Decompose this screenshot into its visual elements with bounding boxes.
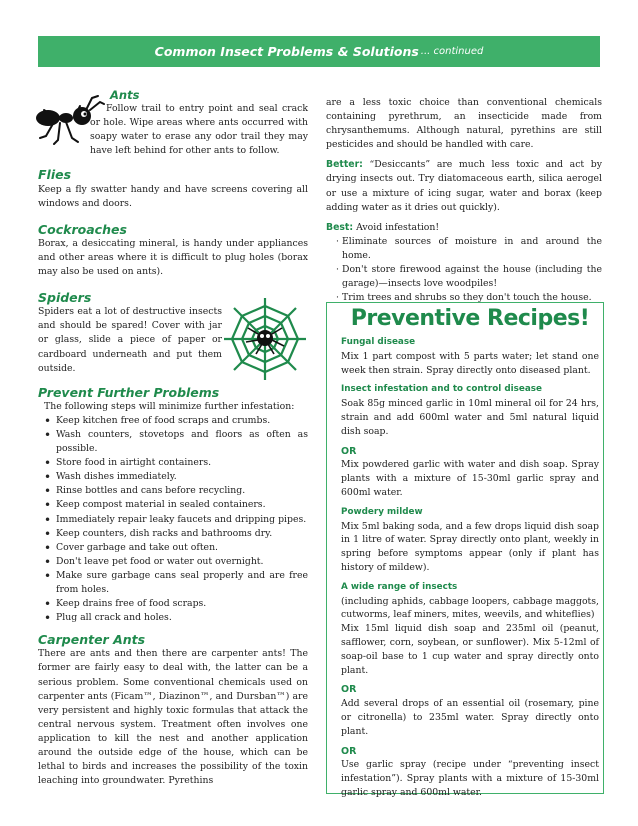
list-item: • Keep compost material in sealed containers. bbox=[38, 498, 308, 512]
prevent-heading: Prevent Further Problems bbox=[38, 384, 220, 400]
better-text: “Desiccants” are much less toxic and act by drying insects out. Try diatomaceous earth, silica aerogel or use a mixture of icing sugar, water and borax (keep adding water as it dries out quickly). bbox=[326, 159, 602, 213]
list-item: · Trim trees and shrubs so they don't touch the house. bbox=[326, 291, 602, 305]
list-item: • Make sure garbage cans seal properly and are free from holes. bbox=[38, 569, 308, 597]
recipes-title: Preventive Recipes! bbox=[350, 306, 590, 331]
list-item: · Don't store firewood against the house (including the garage)—insects love woodpiles! bbox=[326, 263, 602, 291]
list-item: • Rinse bottles and cans before recycling. bbox=[38, 484, 308, 498]
list-item: • Wash counters, stovetops and floors as often as possible. bbox=[38, 428, 308, 456]
wide-text: (including aphids, cabbage loopers, cabbage maggots, cutworms, leaf miners, mites, weevils, and whiteflies) bbox=[341, 595, 599, 621]
best-text: Avoid infestation! bbox=[356, 221, 440, 233]
better-label: Better: bbox=[326, 159, 363, 171]
mildew-label: Powdery mildew bbox=[341, 506, 423, 517]
recipes-body bbox=[341, 336, 599, 800]
insect-label: Insect infestation and to control disease bbox=[341, 384, 542, 395]
flies-heading: Flies bbox=[38, 167, 72, 183]
insect-text: Soak 85g minced garlic in 10ml mineral oil for 24 hrs, strain and add 600ml water and 5ml natural liquid dish soap. bbox=[341, 398, 599, 437]
prevent-intro: The following steps will minimize further infestation: bbox=[44, 400, 295, 412]
pyrethrins-text: are a less toxic choice than conventional chemicals containing pyrethrum, an insecticide made from chrysanthemums. Although natural, pyrethins are still pesticides and should be handled with care. bbox=[326, 97, 602, 151]
best-paragraph bbox=[326, 221, 602, 235]
best-list bbox=[326, 235, 602, 305]
list-item: • Keep drains free of food scraps. bbox=[38, 597, 308, 611]
or-label: OR bbox=[341, 445, 357, 457]
fungal-label: Fungal disease bbox=[341, 337, 416, 347]
garlic-text: Use garlic spray (recipe under “preventing insect infestation”). Spray plants with a mixture of 15-30ml garlic spray and 600ml water. bbox=[341, 759, 599, 798]
list-item: • Keep counters, dish racks and bathrooms dry. bbox=[38, 527, 308, 541]
fungal-text: Mix 1 part compost with 5 parts water; let stand one week then strain. Spray directly onto diseased plant. bbox=[341, 350, 599, 376]
wide-text-2: Mix 15ml liquid dish soap and 235ml oil (peanut, safflower, corn, soybean, or sunflower). Mix 5-12ml of soap-oil base to 1 cup water and spray directly onto plant. bbox=[341, 623, 599, 676]
spiders-text: Spiders eat a lot of destructive insects and should be spared! Cover with jar or glass, slide a piece of paper or cardboard underneath and put them outside. bbox=[38, 306, 222, 374]
list-item: • Plug all crack and holes. bbox=[38, 611, 308, 625]
cockroaches-text: Borax, a desiccating mineral, is handy under appliances and other areas where it is difficult to plug holes (borax may also be used on ants). bbox=[38, 237, 308, 278]
list-item: • Cover garbage and take out often. bbox=[38, 541, 308, 555]
left-column bbox=[38, 88, 308, 788]
ants-heading: Ants bbox=[110, 88, 140, 102]
page-banner bbox=[38, 36, 600, 67]
preventive-recipes-box bbox=[326, 302, 604, 798]
banner-title: Common Insect Problems & Solutions bbox=[154, 44, 419, 59]
banner-continued: ... continued bbox=[420, 46, 484, 57]
right-column bbox=[326, 96, 602, 305]
carpenter-heading: Carpenter Ants bbox=[38, 632, 146, 648]
wide-paragraph bbox=[341, 581, 599, 622]
list-item: • Store food in airtight containers. bbox=[38, 456, 308, 470]
best-label: Best: bbox=[326, 221, 354, 233]
list-item: • Immediately repair leaky faucets and dripping pipes. bbox=[38, 513, 308, 527]
list-item: • Don't leave pet food or water out overnight. bbox=[38, 555, 308, 569]
prevent-list bbox=[38, 414, 308, 625]
ants-text: Follow trail to entry point and seal crack or hole. Wipe areas where ants occurred with soapy water to erase any odor trail they may have left behind for other ants to follow. bbox=[90, 103, 308, 157]
ants-section bbox=[38, 88, 308, 158]
cockroaches-heading: Cockroaches bbox=[38, 221, 127, 237]
list-item: • Keep kitchen free of food scraps and crumbs. bbox=[38, 414, 308, 428]
mildew-text: Mix 5ml baking soda, and a few drops liquid dish soap in 1 litre of water. Spray directly onto plant, weekly in spring before symptoms appear (only if plant has history of mildew). bbox=[341, 520, 599, 573]
flies-text: Keep a fly swatter handy and have screens covering all windows and doors. bbox=[38, 183, 308, 209]
essential-text: Add several drops of an essential oil (rosemary, pine or citronella) to 235ml water. Spray directly onto plant. bbox=[341, 698, 599, 737]
insect-text-2: Mix powdered garlic with water and dish soap. Spray plants with a mixture of 15-30ml garlic spray and 600ml water. bbox=[341, 459, 599, 498]
carpenter-text: There are ants and then there are carpenter ants! The former are fairly easy to deal with, the latter can be a serious problem. Some conventional chemicals used on carpenter ants (Ficam™, Diazinon™, and Dursban™) are very persistent and highly toxic formulas that attack the central nervous system. Treatment often involves one application to kill the nest and another application around the outside edge of the house, which can be lethal to birds and increases the possibility of the toxin leaching into groundwater. Pyrethins bbox=[38, 648, 308, 787]
or-label: OR bbox=[341, 745, 357, 757]
wide-label: A wide range of insects bbox=[341, 581, 458, 592]
list-item: • Wash dishes immediately. bbox=[38, 470, 308, 484]
list-item: · Eliminate sources of moisture in and around the home. bbox=[326, 235, 602, 263]
spiders-heading: Spiders bbox=[38, 290, 92, 306]
or-label: OR bbox=[341, 684, 357, 696]
better-paragraph bbox=[326, 158, 602, 214]
